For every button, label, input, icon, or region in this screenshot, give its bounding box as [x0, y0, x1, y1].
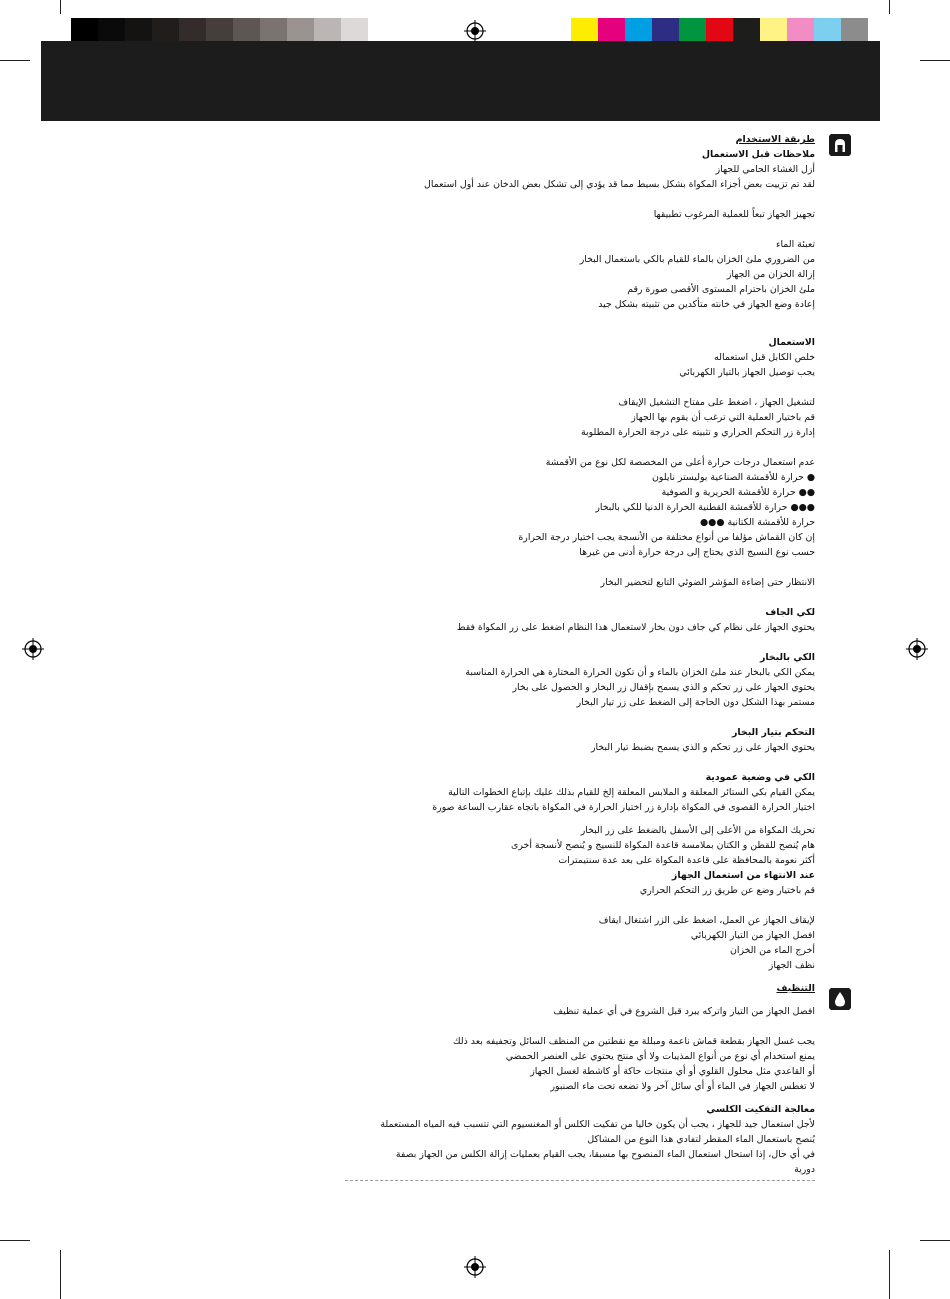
temperature-line: حرارة للأقمشة الكتانية ●●●	[699, 517, 815, 528]
operation-line: لتشغيل الجهاز ، اضغط على مفتاح التشغيل الإيقاف	[618, 397, 815, 408]
page-content	[330, 132, 815, 1177]
cleaning-line: يجب غسل الجهاز بقطعة قماش ناعمة ومبللة مع نقطتين من المنظف السائل وتجفيفه بعد ذلك	[452, 1036, 815, 1047]
temperature-line: عدم استعمال درجات حرارة أعلى من المخصصة لكل نوع من الأقمشة	[545, 457, 815, 468]
steam-control-line: يحتوي الجهاز على زر تحكم و الذي يسمح بضبط تيار البخار	[590, 742, 815, 753]
finish-line: لإيقاف الجهاز عن العمل، اضغط على الزر اشتغال ايقاف	[598, 915, 815, 926]
registration-mark-left-icon	[22, 638, 44, 660]
wait-line: الانتظار حتى إضاءة المؤشر الضوئي التابع لتحضير البخار	[600, 577, 815, 588]
fill-line: من الضروري ملئ الخزان بالماء للقيام بالكي باستعمال البخار	[579, 254, 815, 265]
finish-line: نظف الجهاز	[768, 960, 815, 971]
temperature-line: ●●● حرارة للأقمشة القطنية الحرارة الدنيا للكي بالبخار	[595, 502, 815, 513]
fill-heading: تعبئة الماء	[776, 239, 815, 250]
crop-mark	[920, 1240, 950, 1241]
vertical-line: هام يُنصح للقطن و الكتان بملامسة قاعدة المكواة للنسيج و يُنصح لأنسجة أخرى	[511, 840, 815, 851]
prepare-line: تجهيز الجهاز تبعاً للعملية المرغوب تطبيقها	[653, 209, 815, 220]
vertical-line: تحريك المكواة من الأعلى إلى الأسفل بالضغط على زر البخار	[580, 825, 815, 836]
page-cut-line	[345, 1180, 815, 1181]
crop-mark	[60, 1250, 61, 1299]
descaling-line: في أي حال، إذا استحال استعمال الماء المنصوح بها مسبقا، يجب القيام بعمليات إزالة الكلس من الجهاز بصفة	[395, 1149, 815, 1160]
before-use-line: أزل الغشاء الحامي للجهاز	[715, 164, 815, 175]
fill-line: إعادة وضع الجهاز في خانته متأكدين من تثبيته بشكل جيد	[598, 299, 815, 310]
dry-ironing-line: يحتوي الجهاز على نظام كي جاف دون بخار لاستعمال هذا النظام اضغط على زر المكواة فقط	[456, 622, 815, 633]
temperature-line: ●● حرارة للأقمشة الحريرية و الصوفية	[661, 487, 815, 498]
registration-mark-right-icon	[906, 638, 928, 660]
steam-ironing-line: يمكن الكي بالبخار عند ملئ الخزان بالماء و أن تكون الحرارة المختارة هي الحرارة المناسبة	[465, 667, 815, 678]
temperature-line: حسب نوع النسيج الذي يحتاج إلى درجة حرارة أدنى من غيرها	[579, 547, 815, 558]
operation-heading: الاستعمال	[768, 337, 815, 348]
registration-mark-bottom-icon	[464, 1256, 486, 1278]
dry-ironing-heading: لكي الجاف	[765, 607, 815, 618]
descaling-line: يُنصح باستعمال الماء المقطر لتفادي هذا النوع من المشاكل	[587, 1134, 815, 1145]
vertical-line: أكثر نعومة بالمحافظة على قاعدة المكواة على بعد عدة سنتيمترات	[558, 855, 815, 866]
cleaning-section-icon	[829, 988, 851, 1010]
cleaning-line: أو القاعدي مثل محلول القلوي أو أي منتجات حاكة أو كاشطة لغسل الجهاز	[530, 1066, 815, 1077]
fill-line: ملئ الخزان باحترام المستوى الأقصى صورة رقم	[627, 284, 815, 295]
cleaning-line: لا تغطس الجهاز في الماء أو أي سائل آخر ولا تضعه تحت ماء الصنبور	[550, 1081, 815, 1092]
temperature-line: إن كان القماش مؤلفا من أنواع مختلفة من الأنسجة يجب اختيار درجة الحرارة	[518, 532, 815, 543]
crop-mark	[0, 1240, 30, 1241]
operation-line: قم باختيار العملية التي ترغب أن يقوم بها الجهاز	[631, 412, 815, 423]
finish-heading: عند الانتهاء من استعمال الجهاز	[671, 870, 815, 881]
operation-line: يجب توصيل الجهاز بالتيار الكهربائي	[679, 367, 815, 378]
crop-mark	[60, 0, 61, 14]
cleaning-title: التنظيف	[776, 983, 815, 994]
vertical-line: يمكن القيام بكي الستائر المعلقة و الملابس المعلقة إلخ للقيام بذلك عليك بإتباع الخطوات التالية	[448, 787, 815, 798]
steam-control-heading: التحكم بتيار البخار	[732, 727, 815, 738]
before-use-line: لقد تم تزييت بعض أجزاء المكواة بشكل بسيط مما قد يؤدي إلى تشكل بعض الدخان عند أول استعمال	[424, 179, 815, 190]
steam-ironing-heading: الكي بالبخار	[760, 652, 815, 663]
fill-line: إزالة الخزان من الجهاز	[726, 269, 815, 280]
finish-line: قم باختيار وضع عن طريق زر التحكم الحراري	[639, 885, 815, 896]
crop-mark	[920, 60, 950, 61]
cleaning-line: يمنع استخدام أي نوع من أنواع المذيبات ولا أي منتج يحتوي على العنصر الحمضي	[505, 1051, 815, 1062]
vertical-heading: الكي في وضعية عمودية	[705, 772, 815, 783]
crop-mark	[0, 60, 30, 61]
vertical-line: اختيار الحرارة القصوى في المكواة بإدارة زر اختيار الحرارة في المكواة باتجاه عقارب الساعة صورة	[432, 802, 815, 813]
before-use-heading: ملاحظات قبل الاستعمال	[701, 149, 815, 160]
header-band	[41, 41, 880, 121]
temperature-line: ● حرارة للأقمشة الصناعية بوليستر نايلون	[652, 472, 815, 483]
operation-line: إدارة زر التحكم الحراري و تثبيته على درجة الحرارة المطلوبة	[580, 427, 815, 438]
cleaning-intro: افصل الجهاز من التيار واتركه يبرد قبل الشروع في أي عملية تنظيف	[553, 1006, 815, 1017]
steam-ironing-line: يحتوي الجهاز على زر تحكم و الذي يسمح بإقفال زر البخار و الحصول على بخار	[512, 682, 815, 693]
finish-line: افصل الجهاز من التيار الكهربائي	[690, 930, 815, 941]
crop-mark	[889, 1250, 890, 1299]
finish-line: أخرج الماء من الخزان	[729, 945, 815, 956]
descaling-heading: معالجة التفكيت الكلسي	[706, 1104, 815, 1115]
usage-title: طريقة الاستخدام	[735, 134, 815, 145]
usage-section-icon	[829, 134, 851, 156]
steam-ironing-line: مستمر بهذا الشكل دون الحاجة إلى الضغط على زر تيار البخار	[576, 697, 815, 708]
crop-mark	[889, 0, 890, 14]
descaling-line: لأجل استعمال جيد للجهاز ، يجب أن يكون خاليا من تفكيت الكلس أو المغنسيوم التي تتسبب فيه المياه المستعملة	[380, 1119, 815, 1130]
descaling-line: دورية	[794, 1164, 815, 1175]
operation-line: خلص الكابل قبل استعماله	[714, 352, 815, 363]
registration-mark-top-icon	[464, 20, 486, 42]
